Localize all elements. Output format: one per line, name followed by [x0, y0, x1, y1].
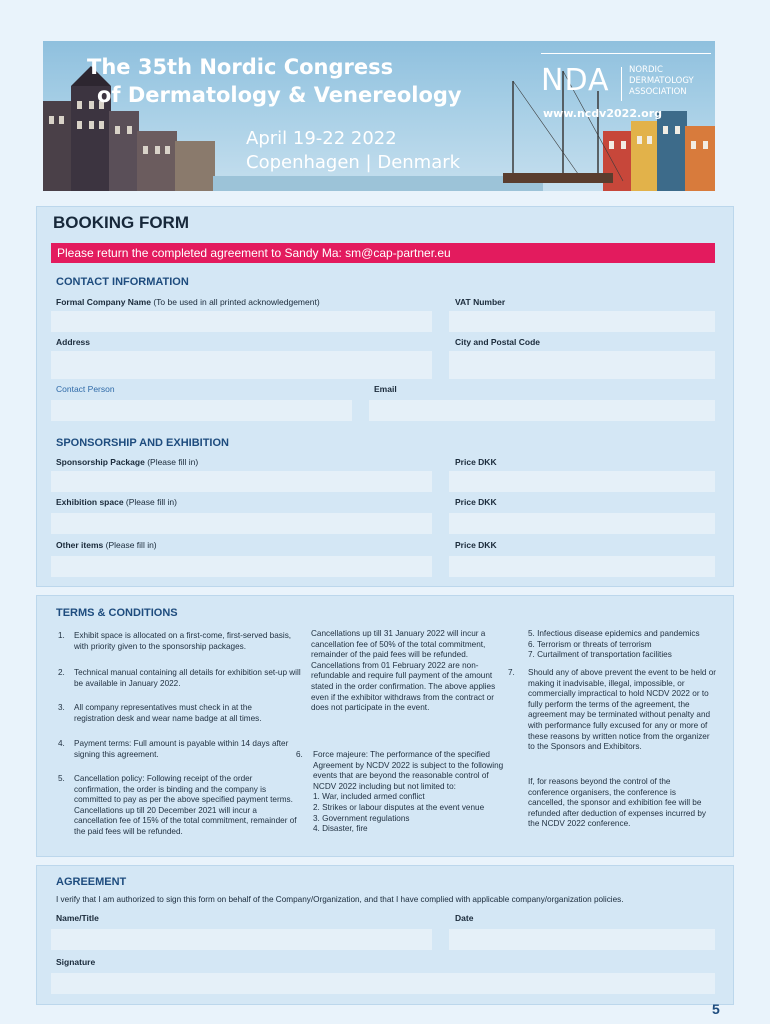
date-label: Date: [455, 913, 474, 923]
terms-heading: TERMS & CONDITIONS: [56, 607, 178, 619]
term-6-item: 6. Terrorism or threats of terrorism: [528, 639, 652, 649]
currency: DKK: [478, 497, 497, 507]
price-word: Price: [455, 540, 476, 550]
space-label: [56, 497, 177, 507]
term-6-item: 5. Infectious disease epidemics and pandemics: [528, 629, 700, 638]
logo-sub-1: NORDIC: [629, 65, 663, 75]
company-name-field[interactable]: [51, 311, 432, 332]
term-6-item: 1. War, included armed conflict: [313, 792, 425, 802]
vat-label: VAT Number: [455, 297, 506, 307]
term-5-december: Cancellations up till 20 December 2021 will incur a cancellation fee of 15% of the total commitment, remainder of the paid fees will be refunded.: [74, 805, 297, 836]
term-6-intro: Force majeure: The performance of the specified Agreement by NCDV 2022 is subject to the following events that are beyond the reasonable control of NCDV 2022 including but not limited to:: [313, 750, 504, 791]
agreement-statement: I verify that I am authorized to sign this form on behalf of the Company/Organization, and that I have complied with applicable company/organization policies.: [56, 895, 624, 904]
other-field[interactable]: [51, 556, 432, 577]
term-5-continued: [311, 629, 501, 714]
term-2: Technical manual containing all details for exhibition set-up will be available in January 2022.: [74, 668, 301, 688]
term-number: 7.: [508, 668, 515, 677]
city-label: City and Postal Code: [455, 337, 541, 347]
term-7: Should any of above prevent the event to be held or making it inadvisable, illegal, impossible, or commercially impractical to hold NCDV 2022 or to fully perform the terms of the agreement, the agreement may be terminated without penalty and with performance fully excused for any or more of these reasons by written notice from the organizer to the Sponsors and Exhibitors.: [528, 668, 716, 752]
company-name-text: Formal Company Name: [56, 297, 151, 307]
congress-dates: [246, 127, 460, 175]
package-price-field[interactable]: [449, 471, 715, 492]
other-hint: (Please fill in): [105, 540, 157, 550]
address-label: Address: [56, 337, 91, 347]
space-price-field[interactable]: [449, 513, 715, 534]
term-number: 2.: [58, 668, 65, 677]
space-label-text: Exhibition space: [56, 497, 124, 507]
company-name-label: [56, 297, 320, 307]
term-number: 3.: [58, 703, 65, 712]
package-label-text: Sponsorship Package: [56, 457, 145, 467]
package-label: [56, 457, 198, 467]
term-1: Exhibit space is allocated on a first-come, first-served basis, with priority given to the sponsorship packages.: [74, 631, 292, 651]
term-5-january: Cancellations up till 31 January 2022 will incur a cancellation fee of 50% of the total commitment, remainder of the paid fees will be refunded.: [311, 629, 486, 660]
congress-date: April 19-22 2022: [246, 128, 397, 149]
title-line-1: The 35th Nordic Congress: [87, 55, 394, 79]
term-6: [313, 750, 509, 835]
page-number: 5: [712, 1001, 720, 1017]
other-price-field[interactable]: [449, 556, 715, 577]
address-field[interactable]: [51, 351, 432, 379]
sponsorship-heading: SPONSORSHIP AND EXHIBITION: [56, 437, 229, 449]
return-notice: Please return the completed agreement to Sandy Ma: sm@cap-partner.eu: [51, 243, 715, 263]
price-word: Price: [455, 457, 476, 467]
contact-heading: CONTACT INFORMATION: [56, 276, 189, 288]
logo-sub-2: DERMATOLOGY: [629, 76, 694, 86]
term-5-policy: Cancellation policy: Following receipt of the order confirmation, the order is binding and the company is committed to pay as per the above specified payment terms.: [74, 774, 293, 805]
term-6-item: 4. Disaster, fire: [313, 824, 368, 834]
term-6-item: 3. Government regulations: [313, 813, 410, 823]
name-title-field[interactable]: [51, 929, 432, 950]
package-hint: (Please fill in): [147, 457, 199, 467]
congress-url[interactable]: www.ncdv2022.org: [543, 107, 663, 120]
logo-text: NDA: [541, 63, 610, 98]
form-title: BOOKING FORM: [53, 213, 189, 232]
date-field[interactable]: [449, 929, 715, 950]
other-price-label: [455, 540, 497, 550]
logo-separator: [621, 67, 622, 101]
other-label: [56, 540, 157, 550]
congress-location: Copenhagen | Denmark: [246, 152, 461, 173]
logo-rule: [541, 53, 711, 54]
city-field[interactable]: [449, 351, 715, 379]
term-6-item: 7. Curtailment of transportation facilities: [528, 650, 672, 660]
term-3: All company representatives must check in at the registration desk and wear name badge at all times.: [74, 703, 262, 723]
contact-person-label: Contact Person: [56, 384, 115, 394]
contact-person-field[interactable]: [51, 400, 352, 421]
term-5: [74, 774, 300, 838]
congress-banner: [43, 41, 715, 191]
logo-sub-3: ASSOCIATION: [629, 87, 687, 97]
email-field[interactable]: [369, 400, 715, 421]
name-title-label: Name/Title: [56, 913, 99, 923]
other-label-text: Other items: [56, 540, 104, 550]
term-5-february: Cancellations from 01 February 2022 are non-refundable and require full payment of the amount stated in the order confirmation. The above applies even if the exhibitor withdraws from the contract or does not participate in the event.: [311, 660, 496, 713]
logo-subtitle: [629, 65, 715, 98]
price-word: Price: [455, 497, 476, 507]
currency: DKK: [478, 457, 497, 467]
package-field[interactable]: [51, 471, 432, 492]
space-hint: (Please fill in): [125, 497, 177, 507]
email-label: Email: [374, 384, 397, 394]
term-6-item: 2. Strikes or labour disputes at the event venue: [313, 802, 485, 812]
signature-field[interactable]: [51, 973, 715, 994]
term-7-refund: If, for reasons beyond the control of the conference organisers, the conference is cancelled, the sponsor and exhibition fee will be refunded after deduction of expenses incurred by the NCDV 2022 conference.: [528, 777, 706, 829]
currency: DKK: [478, 540, 497, 550]
term-number: 1.: [58, 631, 65, 640]
term-number: 6.: [296, 750, 303, 759]
term-4: Payment terms: Full amount is payable within 14 days after signing this agreement.: [74, 739, 289, 759]
agreement-heading: AGREEMENT: [56, 876, 127, 888]
space-price-label: [455, 497, 497, 507]
space-field[interactable]: [51, 513, 432, 534]
term-6-continued: [528, 629, 723, 661]
congress-title: [87, 53, 462, 109]
title-line-2: of Dermatology & Venereology: [97, 83, 462, 107]
package-price-label: [455, 457, 497, 467]
signature-label: Signature: [56, 957, 96, 967]
company-name-hint: (To be used in all printed acknowledgement): [153, 297, 320, 307]
vat-field[interactable]: [449, 311, 715, 332]
term-number: 5.: [58, 774, 65, 783]
term-number: 4.: [58, 739, 65, 748]
